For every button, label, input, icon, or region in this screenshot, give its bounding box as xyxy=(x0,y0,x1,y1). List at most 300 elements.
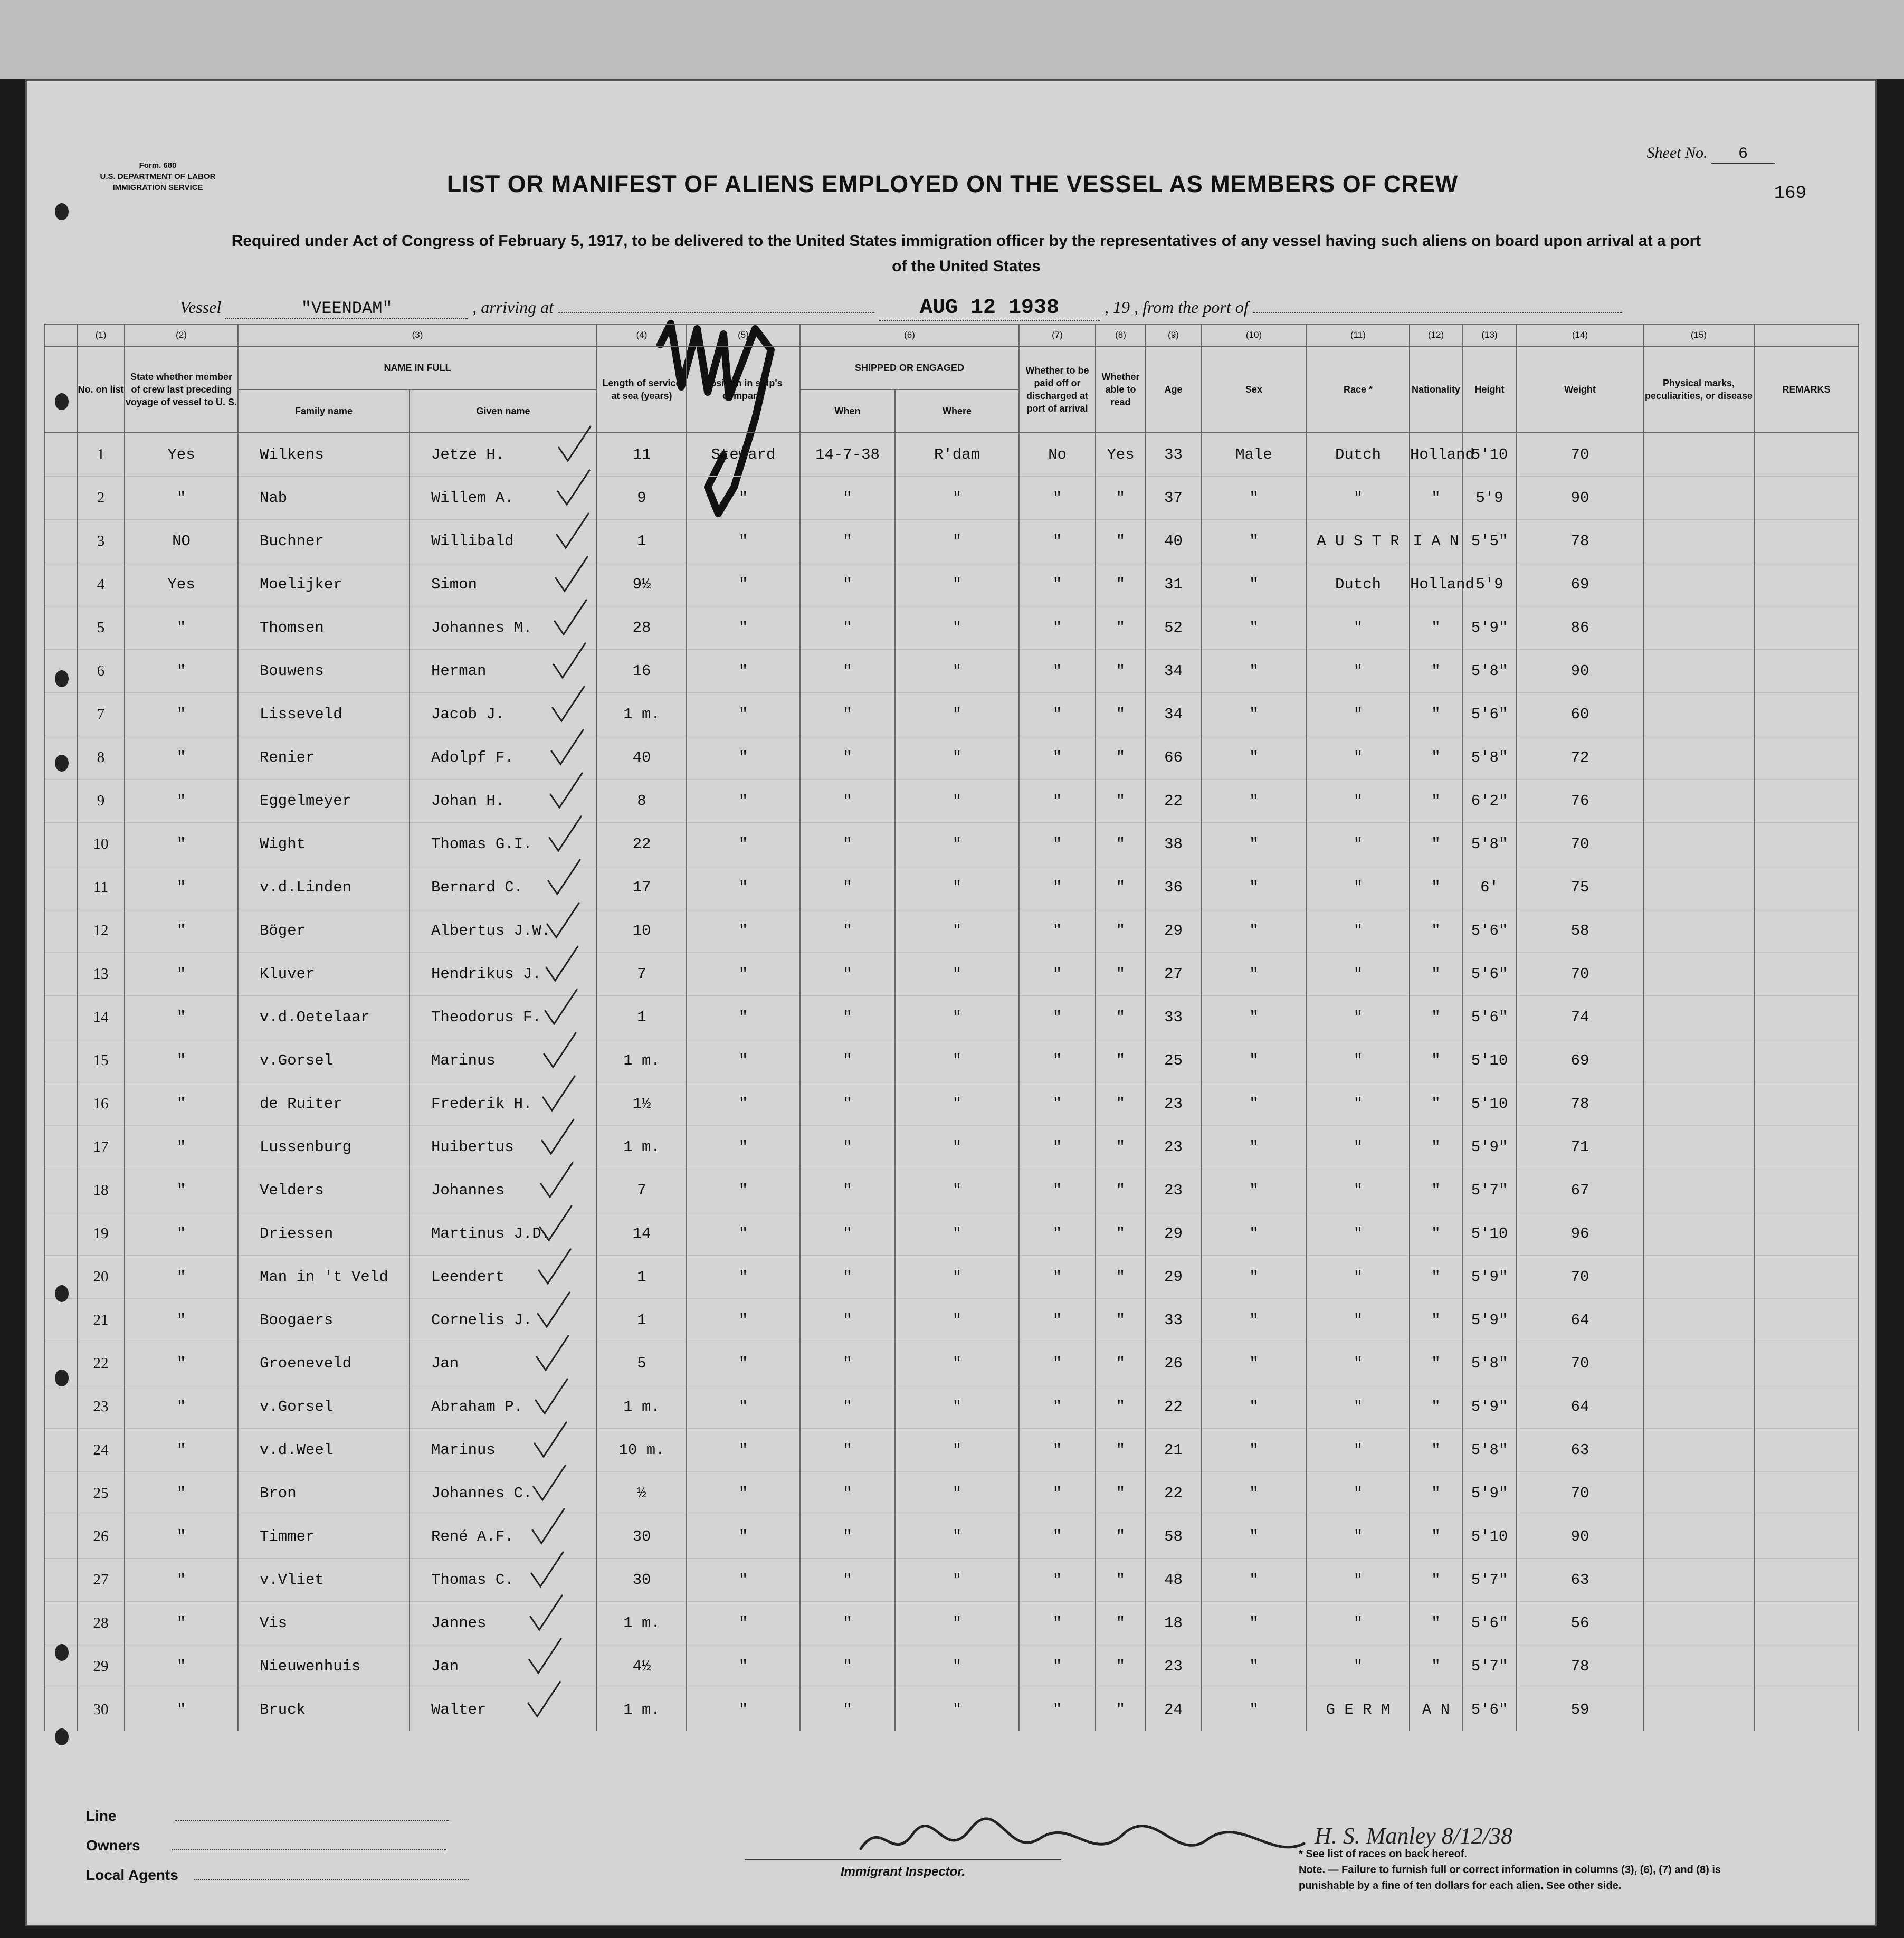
cell-marks xyxy=(1643,1515,1754,1559)
cell-when: " xyxy=(800,1559,895,1602)
agents-label: Local Agents xyxy=(86,1867,178,1883)
cell-remarks xyxy=(1754,1342,1859,1385)
cell-marks xyxy=(1643,1169,1754,1212)
checkmark-icon xyxy=(534,1333,571,1375)
header-remarks: REMARKS xyxy=(1754,346,1859,433)
cell-family: Driessen xyxy=(238,1212,410,1256)
cell-service: 22 xyxy=(597,823,687,866)
cell-race: Dutch xyxy=(1307,433,1410,477)
cell-remarks xyxy=(1754,1688,1859,1732)
backing-sheet xyxy=(0,0,1904,79)
cell-given: Marinus xyxy=(410,1039,597,1082)
cell-nat: " xyxy=(1410,1602,1462,1645)
cell-remarks xyxy=(1754,866,1859,909)
cell-no: 28 xyxy=(77,1602,125,1645)
cell-given: Thomas G.I. xyxy=(410,823,597,866)
cell-no: 7 xyxy=(77,693,125,736)
cell-paid: " xyxy=(1019,1645,1096,1688)
cell-family: de Ruiter xyxy=(238,1082,410,1126)
cell-where: " xyxy=(895,650,1019,693)
cell-sex: " xyxy=(1201,953,1307,996)
cell-when: " xyxy=(800,606,895,650)
cell-height: 5'6" xyxy=(1462,1688,1517,1732)
cell-family: Man in 't Veld xyxy=(238,1256,410,1299)
cell-where: " xyxy=(895,1342,1019,1385)
row-margin xyxy=(44,606,77,650)
subtitle-line-2: of the United States xyxy=(892,258,1041,275)
cell-where: " xyxy=(895,780,1019,823)
cell-age: 36 xyxy=(1146,866,1201,909)
cell-remarks xyxy=(1754,1515,1859,1559)
column-num: (14) xyxy=(1517,324,1643,346)
checkmark-icon xyxy=(549,727,586,770)
cell-when: " xyxy=(800,477,895,520)
row-margin xyxy=(44,1169,77,1212)
cell-family: Bruck xyxy=(238,1688,410,1732)
row-margin xyxy=(44,1212,77,1256)
cell-height: 5'9 xyxy=(1462,477,1517,520)
cell-remarks xyxy=(1754,1299,1859,1342)
cell-sex: " xyxy=(1201,1385,1307,1429)
checkmark-icon xyxy=(539,1117,576,1159)
service-name: IMMIGRATION SERVICE xyxy=(112,183,203,192)
cell-height: 5'10 xyxy=(1462,1515,1517,1559)
cell-prev: NO xyxy=(125,520,238,563)
cell-marks xyxy=(1643,1559,1754,1602)
cell-remarks xyxy=(1754,1472,1859,1515)
cell-age: 66 xyxy=(1146,736,1201,780)
cell-race: " xyxy=(1307,1126,1410,1169)
cell-paid: " xyxy=(1019,1429,1096,1472)
cell-no: 11 xyxy=(77,866,125,909)
cell-nat: " xyxy=(1410,1515,1462,1559)
row-margin xyxy=(44,1039,77,1082)
cell-where: " xyxy=(895,1385,1019,1429)
cell-when: " xyxy=(800,1169,895,1212)
cell-marks xyxy=(1643,866,1754,909)
cell-nat: " xyxy=(1410,1039,1462,1082)
cell-no: 9 xyxy=(77,780,125,823)
cell-age: 33 xyxy=(1146,1299,1201,1342)
cell-no: 12 xyxy=(77,909,125,953)
cell-race: " xyxy=(1307,1299,1410,1342)
cell-no: 6 xyxy=(77,650,125,693)
cell-read: " xyxy=(1096,1645,1146,1688)
cell-age: 24 xyxy=(1146,1688,1201,1732)
cell-service: 16 xyxy=(597,650,687,693)
cell-remarks xyxy=(1754,909,1859,953)
cell-service: 9 xyxy=(597,477,687,520)
cell-weight: 90 xyxy=(1517,477,1643,520)
cell-position: Steward xyxy=(687,433,800,477)
cell-nat: " xyxy=(1410,780,1462,823)
cell-nat: " xyxy=(1410,996,1462,1039)
cell-read: " xyxy=(1096,823,1146,866)
cell-where: " xyxy=(895,1169,1019,1212)
header-marks: Physical marks, peculiarities, or disease xyxy=(1643,346,1754,433)
cell-where: " xyxy=(895,1429,1019,1472)
cell-read: " xyxy=(1096,520,1146,563)
cell-service: 5 xyxy=(597,1342,687,1385)
checkmark-icon xyxy=(536,1247,573,1289)
cell-no: 26 xyxy=(77,1515,125,1559)
cell-height: 5'9" xyxy=(1462,1256,1517,1299)
cell-sex: " xyxy=(1201,563,1307,606)
cell-when: " xyxy=(800,1299,895,1342)
binder-hole xyxy=(55,393,69,410)
table-row xyxy=(44,433,1859,477)
cell-service: 1 xyxy=(597,520,687,563)
binder-hole xyxy=(55,1644,69,1661)
header-sex: Sex xyxy=(1201,346,1307,433)
cell-where: " xyxy=(895,693,1019,736)
cell-position: " xyxy=(687,866,800,909)
cell-race: " xyxy=(1307,996,1410,1039)
cell-weight: 78 xyxy=(1517,1645,1643,1688)
cell-age: 33 xyxy=(1146,433,1201,477)
checkmark-icon xyxy=(538,1160,575,1202)
row-margin xyxy=(44,1559,77,1602)
cell-prev: " xyxy=(125,606,238,650)
cell-read: " xyxy=(1096,563,1146,606)
column-num: (1) xyxy=(77,324,125,346)
cell-when: " xyxy=(800,1082,895,1126)
cell-where: " xyxy=(895,1126,1019,1169)
from-label: , from the port of xyxy=(1134,298,1249,317)
cell-no: 27 xyxy=(77,1559,125,1602)
cell-when: " xyxy=(800,1645,895,1688)
cell-nat: " xyxy=(1410,1126,1462,1169)
cell-read: " xyxy=(1096,477,1146,520)
binder-hole xyxy=(55,1370,69,1386)
cell-read: " xyxy=(1096,996,1146,1039)
cell-service: 10 m. xyxy=(597,1429,687,1472)
cell-read: " xyxy=(1096,1559,1146,1602)
cell-when: " xyxy=(800,996,895,1039)
column-num xyxy=(1754,324,1859,346)
cell-height: 5'9" xyxy=(1462,1385,1517,1429)
cell-service: 1 m. xyxy=(597,1688,687,1732)
from-port-value xyxy=(1253,312,1622,313)
cell-given: Jetze H. xyxy=(410,433,597,477)
inspector-line: Immigrant Inspector. xyxy=(745,1859,1061,1879)
signature-text: H. S. Manley 8/12/38 xyxy=(1315,1823,1513,1849)
cell-sex: " xyxy=(1201,1429,1307,1472)
row-margin xyxy=(44,1082,77,1126)
row-margin xyxy=(44,1688,77,1732)
cell-marks xyxy=(1643,1342,1754,1385)
cell-age: 18 xyxy=(1146,1602,1201,1645)
cell-sex: " xyxy=(1201,606,1307,650)
checkmark-icon xyxy=(529,1550,566,1592)
cell-age: 31 xyxy=(1146,563,1201,606)
cell-when: " xyxy=(800,1385,895,1429)
cell-nat: " xyxy=(1410,1342,1462,1385)
cell-nat: Holland xyxy=(1410,433,1462,477)
cell-prev: " xyxy=(125,1602,238,1645)
cell-family: Vis xyxy=(238,1602,410,1645)
cell-height: 5'7" xyxy=(1462,1169,1517,1212)
cell-nat: " xyxy=(1410,1429,1462,1472)
cell-sex: " xyxy=(1201,650,1307,693)
cell-service: 11 xyxy=(597,433,687,477)
cell-age: 27 xyxy=(1146,953,1201,996)
table-row xyxy=(44,693,1859,736)
cell-remarks xyxy=(1754,693,1859,736)
cell-where: " xyxy=(895,1039,1019,1082)
cell-when: " xyxy=(800,1472,895,1515)
cell-marks xyxy=(1643,433,1754,477)
cell-weight: 90 xyxy=(1517,650,1643,693)
cell-weight: 56 xyxy=(1517,1602,1643,1645)
cell-prev: " xyxy=(125,1559,238,1602)
owners-label: Owners xyxy=(86,1837,140,1854)
cell-nat: " xyxy=(1410,1169,1462,1212)
cell-marks xyxy=(1643,606,1754,650)
cell-where: " xyxy=(895,996,1019,1039)
cell-height: 5'9" xyxy=(1462,606,1517,650)
cell-remarks xyxy=(1754,1082,1859,1126)
cell-marks xyxy=(1643,1126,1754,1169)
cell-read: " xyxy=(1096,780,1146,823)
cell-paid: " xyxy=(1019,996,1096,1039)
cell-remarks xyxy=(1754,1602,1859,1645)
sheet-number-label: Sheet No. xyxy=(1646,144,1708,162)
cell-sex: " xyxy=(1201,1126,1307,1169)
cell-remarks xyxy=(1754,650,1859,693)
checkmark-icon xyxy=(537,1203,574,1246)
vessel-name: "VEENDAM" xyxy=(225,299,468,319)
cell-nat: " xyxy=(1410,693,1462,736)
cell-service: 30 xyxy=(597,1559,687,1602)
cell-weight: 67 xyxy=(1517,1169,1643,1212)
department-name: U.S. DEPARTMENT OF LABOR xyxy=(100,172,216,181)
cell-family: Eggelmeyer xyxy=(238,780,410,823)
cell-race: " xyxy=(1307,1256,1410,1299)
checkmark-icon xyxy=(532,1420,569,1462)
cell-weight: 63 xyxy=(1517,1429,1643,1472)
header-row-1 xyxy=(44,346,1859,390)
column-num: (13) xyxy=(1462,324,1517,346)
cell-age: 23 xyxy=(1146,1126,1201,1169)
cell-position: " xyxy=(687,1472,800,1515)
cell-service: ½ xyxy=(597,1472,687,1515)
cell-marks xyxy=(1643,1385,1754,1429)
cell-no: 21 xyxy=(77,1299,125,1342)
cell-marks xyxy=(1643,1256,1754,1299)
line-field xyxy=(86,1801,469,1831)
cell-age: 40 xyxy=(1146,520,1201,563)
cell-prev: Yes xyxy=(125,563,238,606)
header-name-in-full: NAME IN FULL xyxy=(238,346,597,390)
cell-marks xyxy=(1643,1429,1754,1472)
cell-height: 5'8" xyxy=(1462,1342,1517,1385)
cell-family: v.Gorsel xyxy=(238,1385,410,1429)
cell-when: " xyxy=(800,1342,895,1385)
cell-position: " xyxy=(687,1256,800,1299)
cell-no: 15 xyxy=(77,1039,125,1082)
cell-given: Jacob J. xyxy=(410,693,597,736)
cell-position: " xyxy=(687,909,800,953)
cell-race: " xyxy=(1307,909,1410,953)
cell-height: 5'10 xyxy=(1462,1082,1517,1126)
cell-read: " xyxy=(1096,866,1146,909)
cell-given: Hendrikus J. xyxy=(410,953,597,996)
cell-where: " xyxy=(895,1472,1019,1515)
cell-prev: " xyxy=(125,1429,238,1472)
cell-remarks xyxy=(1754,1169,1859,1212)
cell-family: Nab xyxy=(238,477,410,520)
cell-height: 5'6" xyxy=(1462,953,1517,996)
cell-weight: 78 xyxy=(1517,520,1643,563)
row-margin xyxy=(44,1385,77,1429)
penalty-note: Note. — Failure to furnish full or correct information in columns (3), (6), (7) and (8) is punishable by a fine of ten dollars for each alien. See other side. xyxy=(1299,1864,1721,1892)
cell-paid: " xyxy=(1019,866,1096,909)
cell-position: " xyxy=(687,693,800,736)
header-height: Height xyxy=(1462,346,1517,433)
column-num: (9) xyxy=(1146,324,1201,346)
cell-age: 23 xyxy=(1146,1169,1201,1212)
cell-paid: " xyxy=(1019,736,1096,780)
cell-age: 33 xyxy=(1146,996,1201,1039)
cell-remarks xyxy=(1754,736,1859,780)
cell-when: " xyxy=(800,780,895,823)
cell-no: 10 xyxy=(77,823,125,866)
cell-height: 5'10 xyxy=(1462,1039,1517,1082)
cell-sex: " xyxy=(1201,1515,1307,1559)
cell-nat: " xyxy=(1410,606,1462,650)
cell-paid: No xyxy=(1019,433,1096,477)
cell-where: " xyxy=(895,1688,1019,1732)
cell-family: Bron xyxy=(238,1472,410,1515)
cell-nat: Holland xyxy=(1410,563,1462,606)
binder-hole xyxy=(55,1728,69,1745)
cell-service: 1 xyxy=(597,1256,687,1299)
cell-when: " xyxy=(800,953,895,996)
cell-where: " xyxy=(895,563,1019,606)
cell-family: Buchner xyxy=(238,520,410,563)
table-row xyxy=(44,563,1859,606)
cell-race: " xyxy=(1307,1515,1410,1559)
column-num: (15) xyxy=(1643,324,1754,346)
cell-age: 37 xyxy=(1146,477,1201,520)
cell-where: " xyxy=(895,1602,1019,1645)
cell-when: " xyxy=(800,1126,895,1169)
cell-prev: " xyxy=(125,1472,238,1515)
cell-weight: 69 xyxy=(1517,563,1643,606)
cell-weight: 72 xyxy=(1517,736,1643,780)
checkmark-icon xyxy=(546,857,583,899)
cell-where: " xyxy=(895,1082,1019,1126)
cell-where: " xyxy=(895,909,1019,953)
cell-weight: 75 xyxy=(1517,866,1643,909)
header-nationality: Nationality xyxy=(1410,346,1462,433)
cell-sex: " xyxy=(1201,1256,1307,1299)
cell-weight: 70 xyxy=(1517,953,1643,996)
cell-position: " xyxy=(687,477,800,520)
cell-height: 5'9 xyxy=(1462,563,1517,606)
cell-no: 1 xyxy=(77,433,125,477)
header-when: When xyxy=(800,390,895,433)
cell-height: 5'9" xyxy=(1462,1299,1517,1342)
column-num: (7) xyxy=(1019,324,1096,346)
cell-nat: " xyxy=(1410,1472,1462,1515)
cell-given: Martinus J.D. xyxy=(410,1212,597,1256)
table-row xyxy=(44,866,1859,909)
checkmark-icon xyxy=(540,1074,577,1116)
cell-no: 17 xyxy=(77,1126,125,1169)
cell-where: " xyxy=(895,1256,1019,1299)
cell-family: v.d.Oetelaar xyxy=(238,996,410,1039)
cell-age: 52 xyxy=(1146,606,1201,650)
cell-sex: " xyxy=(1201,1559,1307,1602)
cell-paid: " xyxy=(1019,1559,1096,1602)
cell-race: Dutch xyxy=(1307,563,1410,606)
cell-prev: " xyxy=(125,1515,238,1559)
cell-remarks xyxy=(1754,433,1859,477)
cell-paid: " xyxy=(1019,1688,1096,1732)
cell-weight: 96 xyxy=(1517,1212,1643,1256)
cell-given: Johan H. xyxy=(410,780,597,823)
cell-position: " xyxy=(687,1126,800,1169)
cell-given: Leendert xyxy=(410,1256,597,1299)
cell-age: 38 xyxy=(1146,823,1201,866)
cell-where: R'dam xyxy=(895,433,1019,477)
cell-prev: " xyxy=(125,1385,238,1429)
cell-sex: " xyxy=(1201,520,1307,563)
column-number-row xyxy=(44,324,1859,346)
cell-marks xyxy=(1643,780,1754,823)
cell-read: " xyxy=(1096,1212,1146,1256)
cell-marks xyxy=(1643,1039,1754,1082)
cell-weight: 69 xyxy=(1517,1039,1643,1082)
cell-remarks xyxy=(1754,477,1859,520)
cell-paid: " xyxy=(1019,477,1096,520)
cell-race: " xyxy=(1307,477,1410,520)
cell-prev: " xyxy=(125,823,238,866)
cell-family: Thomsen xyxy=(238,606,410,650)
cell-marks xyxy=(1643,909,1754,953)
cell-remarks xyxy=(1754,1126,1859,1169)
cell-weight: 70 xyxy=(1517,1256,1643,1299)
cell-remarks xyxy=(1754,1559,1859,1602)
header-where: Where xyxy=(895,390,1019,433)
cell-height: 5'8" xyxy=(1462,650,1517,693)
cell-when: 14-7-38 xyxy=(800,433,895,477)
cell-read: " xyxy=(1096,1688,1146,1732)
cell-no: 29 xyxy=(77,1645,125,1688)
cell-race: " xyxy=(1307,693,1410,736)
cell-marks xyxy=(1643,563,1754,606)
cell-when: " xyxy=(800,1212,895,1256)
cell-height: 5'9" xyxy=(1462,1472,1517,1515)
cell-when: " xyxy=(800,563,895,606)
row-margin xyxy=(44,433,77,477)
cell-height: 6'2" xyxy=(1462,780,1517,823)
cell-family: Nieuwenhuis xyxy=(238,1645,410,1688)
cell-age: 23 xyxy=(1146,1645,1201,1688)
cell-prev: " xyxy=(125,1299,238,1342)
row-margin xyxy=(44,1602,77,1645)
form-number: Form. 680 xyxy=(139,161,177,170)
cell-read: " xyxy=(1096,953,1146,996)
checkmark-icon xyxy=(556,424,593,466)
cell-marks xyxy=(1643,823,1754,866)
cell-position: " xyxy=(687,1385,800,1429)
cell-height: 5'8" xyxy=(1462,736,1517,780)
cell-where: " xyxy=(895,606,1019,650)
cell-service: 1 m. xyxy=(597,1602,687,1645)
